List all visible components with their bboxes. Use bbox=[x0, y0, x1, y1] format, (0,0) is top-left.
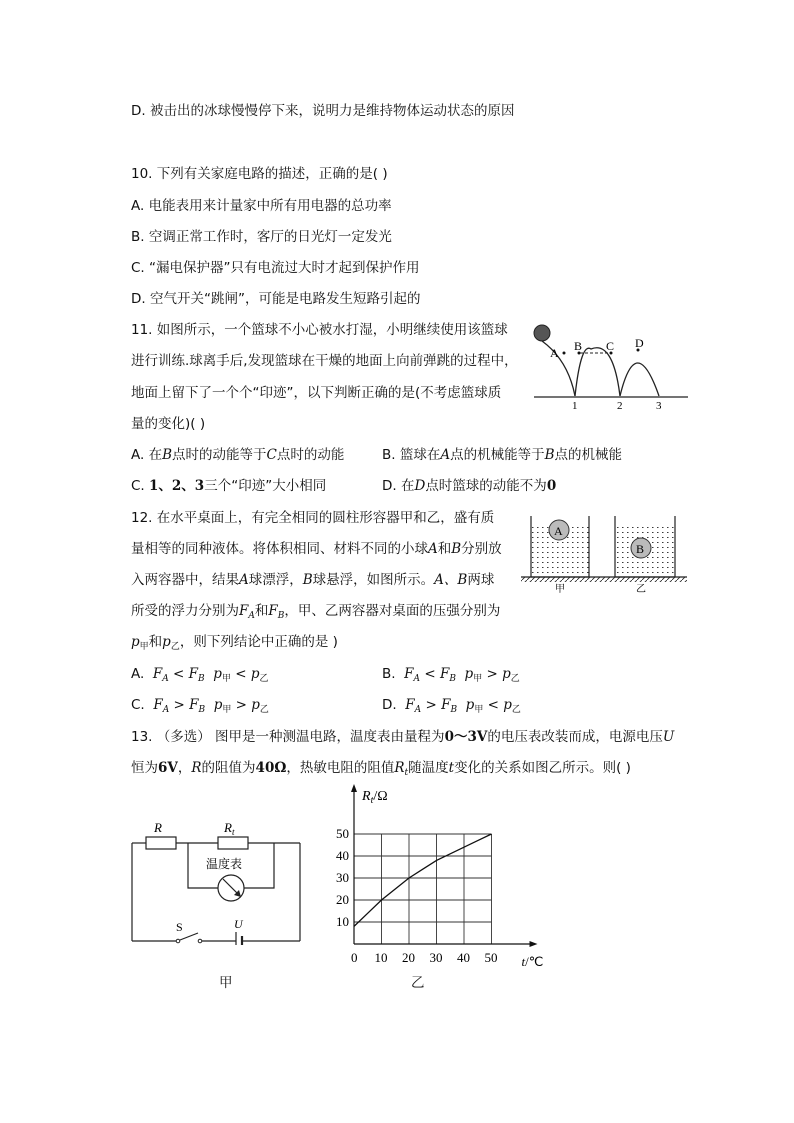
label-s: S bbox=[176, 920, 183, 934]
q13-stem-line2: 恒为6V，R的阻值为40Ω，热敏电阻的阻值$R_t$随温度t变化的关系如图乙所示。则( ) bbox=[131, 760, 631, 778]
q10-option-d: D. 空气开关“跳闸”，可能是电路发生短路引起的 bbox=[131, 291, 421, 307]
bounce-arc-2 bbox=[575, 348, 620, 396]
q11-option-d: D. 在D点时篮球的动能不为0 bbox=[382, 478, 557, 494]
q12-stem-line1: 12. 在水平桌面上，有完全相同的圆柱形容器甲和乙，盛有质 bbox=[131, 510, 495, 526]
q10-stem: 10. 下列有关家庭电路的描述，正确的是( ) bbox=[131, 166, 388, 182]
q12-stem-line2: 量相等的同种液体。将体积相同、材料不同的小球A和B分别放 bbox=[131, 541, 502, 557]
point-a bbox=[563, 352, 566, 355]
x-tick-label: 10 bbox=[374, 950, 388, 965]
y-tick-label: 20 bbox=[336, 892, 349, 907]
mark-3: 3 bbox=[656, 400, 662, 412]
q9-option-d: D. 被击出的冰球慢慢停下来，说明力是维持物体运动状态的原因 bbox=[131, 103, 515, 119]
temperature-meter bbox=[218, 875, 244, 901]
x-tick-label: 50 bbox=[484, 950, 498, 965]
ball-a-label: A bbox=[554, 524, 563, 538]
label-meter: 温度表 bbox=[206, 857, 243, 871]
x-axis-arrow bbox=[530, 941, 538, 947]
resistor-r bbox=[146, 837, 176, 849]
q12-option-a: A. $F_A < F_B$ $p_甲 < p_乙$ bbox=[131, 666, 269, 684]
q12-option-d: D. $F_A > F_B$ $p_甲 < p_乙$ bbox=[382, 697, 521, 715]
q12-stem-line3: 入两容器中，结果A球漂浮，B球悬浮，如图所示。A、B两球 bbox=[131, 572, 495, 588]
q10-option-c: C. “漏电保护器”只有电流过大时才起到保护作用 bbox=[131, 260, 420, 276]
y-tick-label: 50 bbox=[336, 826, 349, 841]
q11-stem-line4: 量的变化)( ) bbox=[131, 416, 206, 432]
graph-caption: 乙 bbox=[411, 975, 425, 991]
containers-figure bbox=[517, 510, 689, 594]
x-axis-label: t/℃ bbox=[521, 954, 544, 969]
mark-1: 1 bbox=[572, 400, 578, 412]
rt-curve bbox=[354, 834, 492, 926]
y-tick-label: 30 bbox=[336, 870, 349, 885]
x-tick-label: 20 bbox=[402, 950, 415, 965]
bouncing-ball-figure bbox=[528, 320, 694, 414]
q13-stem-line1: 13. （多选） 图甲是一种测温电路，温度表由量程为0～3V的电压表改装而成，电源电压U bbox=[131, 729, 675, 745]
thermistor-rt bbox=[218, 837, 248, 849]
bounce-arc-3 bbox=[620, 363, 659, 396]
y-tick-label: 10 bbox=[336, 914, 349, 929]
label-b: B bbox=[574, 339, 583, 353]
x-tick-label: 0 bbox=[351, 950, 358, 965]
x-tick-label: 40 bbox=[457, 950, 470, 965]
y-axis-label: $R_t/\Omega$ bbox=[362, 789, 388, 806]
label-d: D bbox=[635, 336, 644, 350]
circuit-caption: 甲 bbox=[219, 975, 233, 991]
circuit-diagram bbox=[126, 815, 308, 945]
y-axis-arrow bbox=[351, 784, 357, 792]
rt-temperature-chart bbox=[330, 780, 560, 970]
label-a: A bbox=[550, 346, 559, 360]
label-rt: $R_t$ bbox=[224, 820, 235, 837]
q11-option-b: B. 篮球在A点的机械能等于B点的机械能 bbox=[382, 447, 623, 463]
q11-stem-line3: 地面上留下了一个个“印迹”，以下判断正确的是(不考虑篮球质 bbox=[131, 385, 502, 401]
basketball bbox=[534, 325, 550, 341]
x-tick-label: 30 bbox=[429, 950, 443, 965]
q11-stem-line1: 11. 如图所示，一个篮球不小心被水打湿，小明继续使用该篮球 bbox=[131, 322, 508, 338]
label-r: R bbox=[154, 820, 162, 835]
q11-stem-line2: 进行训练.球离手后,发现篮球在干燥的地面上向前弹跳的过程中， bbox=[131, 353, 518, 369]
label-u: U bbox=[234, 917, 243, 931]
q12-option-b: B. $F_A < F_B$ $p_甲 > p_乙$ bbox=[382, 666, 520, 684]
q12-stem-line5: $p_甲$和$p_乙$，则下列结论中正确的是 ) bbox=[131, 634, 338, 652]
table-hatch bbox=[521, 577, 687, 582]
y-tick-label: 40 bbox=[336, 848, 349, 863]
label-c: C bbox=[606, 339, 615, 353]
caption-jia: 甲 bbox=[555, 584, 565, 594]
switch-s bbox=[180, 933, 198, 940]
q11-option-a: A. 在B点时的动能等于C点时的动能 bbox=[131, 447, 345, 463]
q10-option-a: A. 电能表用来计量家中所有用电器的总功率 bbox=[131, 198, 392, 214]
q12-stem-line4: 所受的浮力分别为$F_A$和$F_B$，甲、乙两容器对桌面的压强分别为 bbox=[131, 603, 501, 621]
caption-yi: 乙 bbox=[636, 584, 646, 594]
q10-option-b: B. 空调正常工作时，客厅的日光灯一定发光 bbox=[131, 229, 392, 245]
q11-option-c: C. 1、2、3三个“印迹”大小相同 bbox=[131, 478, 327, 494]
ball-b-label: B bbox=[636, 542, 645, 556]
mark-2: 2 bbox=[617, 400, 623, 412]
q12-option-c: C. $F_A > F_B$ $p_甲 > p_乙$ bbox=[131, 697, 269, 715]
